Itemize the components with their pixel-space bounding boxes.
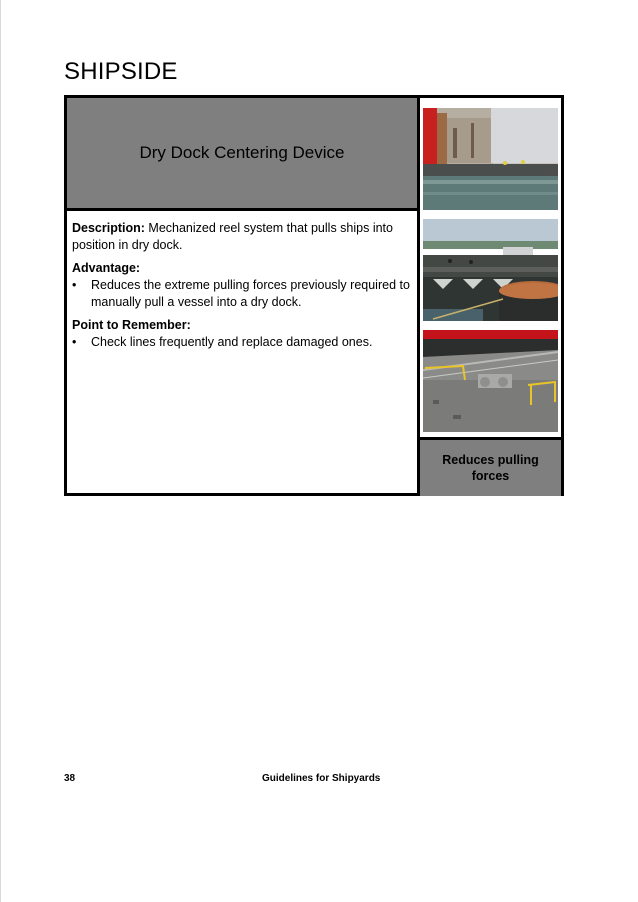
remember-item-text: Check lines frequently and replace damaged ones.	[91, 335, 373, 349]
device-title-box	[67, 98, 417, 211]
dock-wall-with-reel-photo	[423, 219, 558, 321]
remember-list	[72, 334, 412, 351]
page-edge	[0, 0, 1, 902]
bullet-icon: •	[72, 335, 77, 349]
device-card	[64, 95, 564, 496]
footer-title: Guidelines for Shipyards	[262, 773, 381, 784]
card-body	[72, 220, 412, 357]
caption-box	[420, 437, 561, 496]
description-text: Mechanized reel system that pulls ships into position in dry dock.	[72, 221, 393, 252]
card-text-column	[67, 98, 420, 493]
list-item	[72, 277, 412, 311]
list-item	[72, 334, 412, 351]
page-number: 38	[64, 773, 76, 784]
remember-label: Point to Remember:	[72, 318, 191, 332]
card-photo-column	[420, 98, 561, 493]
device-title: Dry Dock Centering Device	[139, 143, 345, 162]
ship-hull-in-dry-dock-photo	[423, 108, 558, 210]
advantage-item-text: Reduces the extreme pulling forces previously required to manually pull a vessel into a dry dock.	[91, 278, 410, 309]
description-paragraph	[72, 220, 412, 254]
description-label: Description:	[72, 221, 145, 235]
advantage-label: Advantage:	[72, 261, 141, 275]
caption-text: Reduces pulling forces	[442, 453, 539, 483]
advantage-list	[72, 277, 412, 311]
deck-with-rollers-photo	[423, 330, 558, 432]
section-title: SHIPSIDE	[64, 58, 178, 85]
bullet-icon: •	[72, 278, 77, 292]
